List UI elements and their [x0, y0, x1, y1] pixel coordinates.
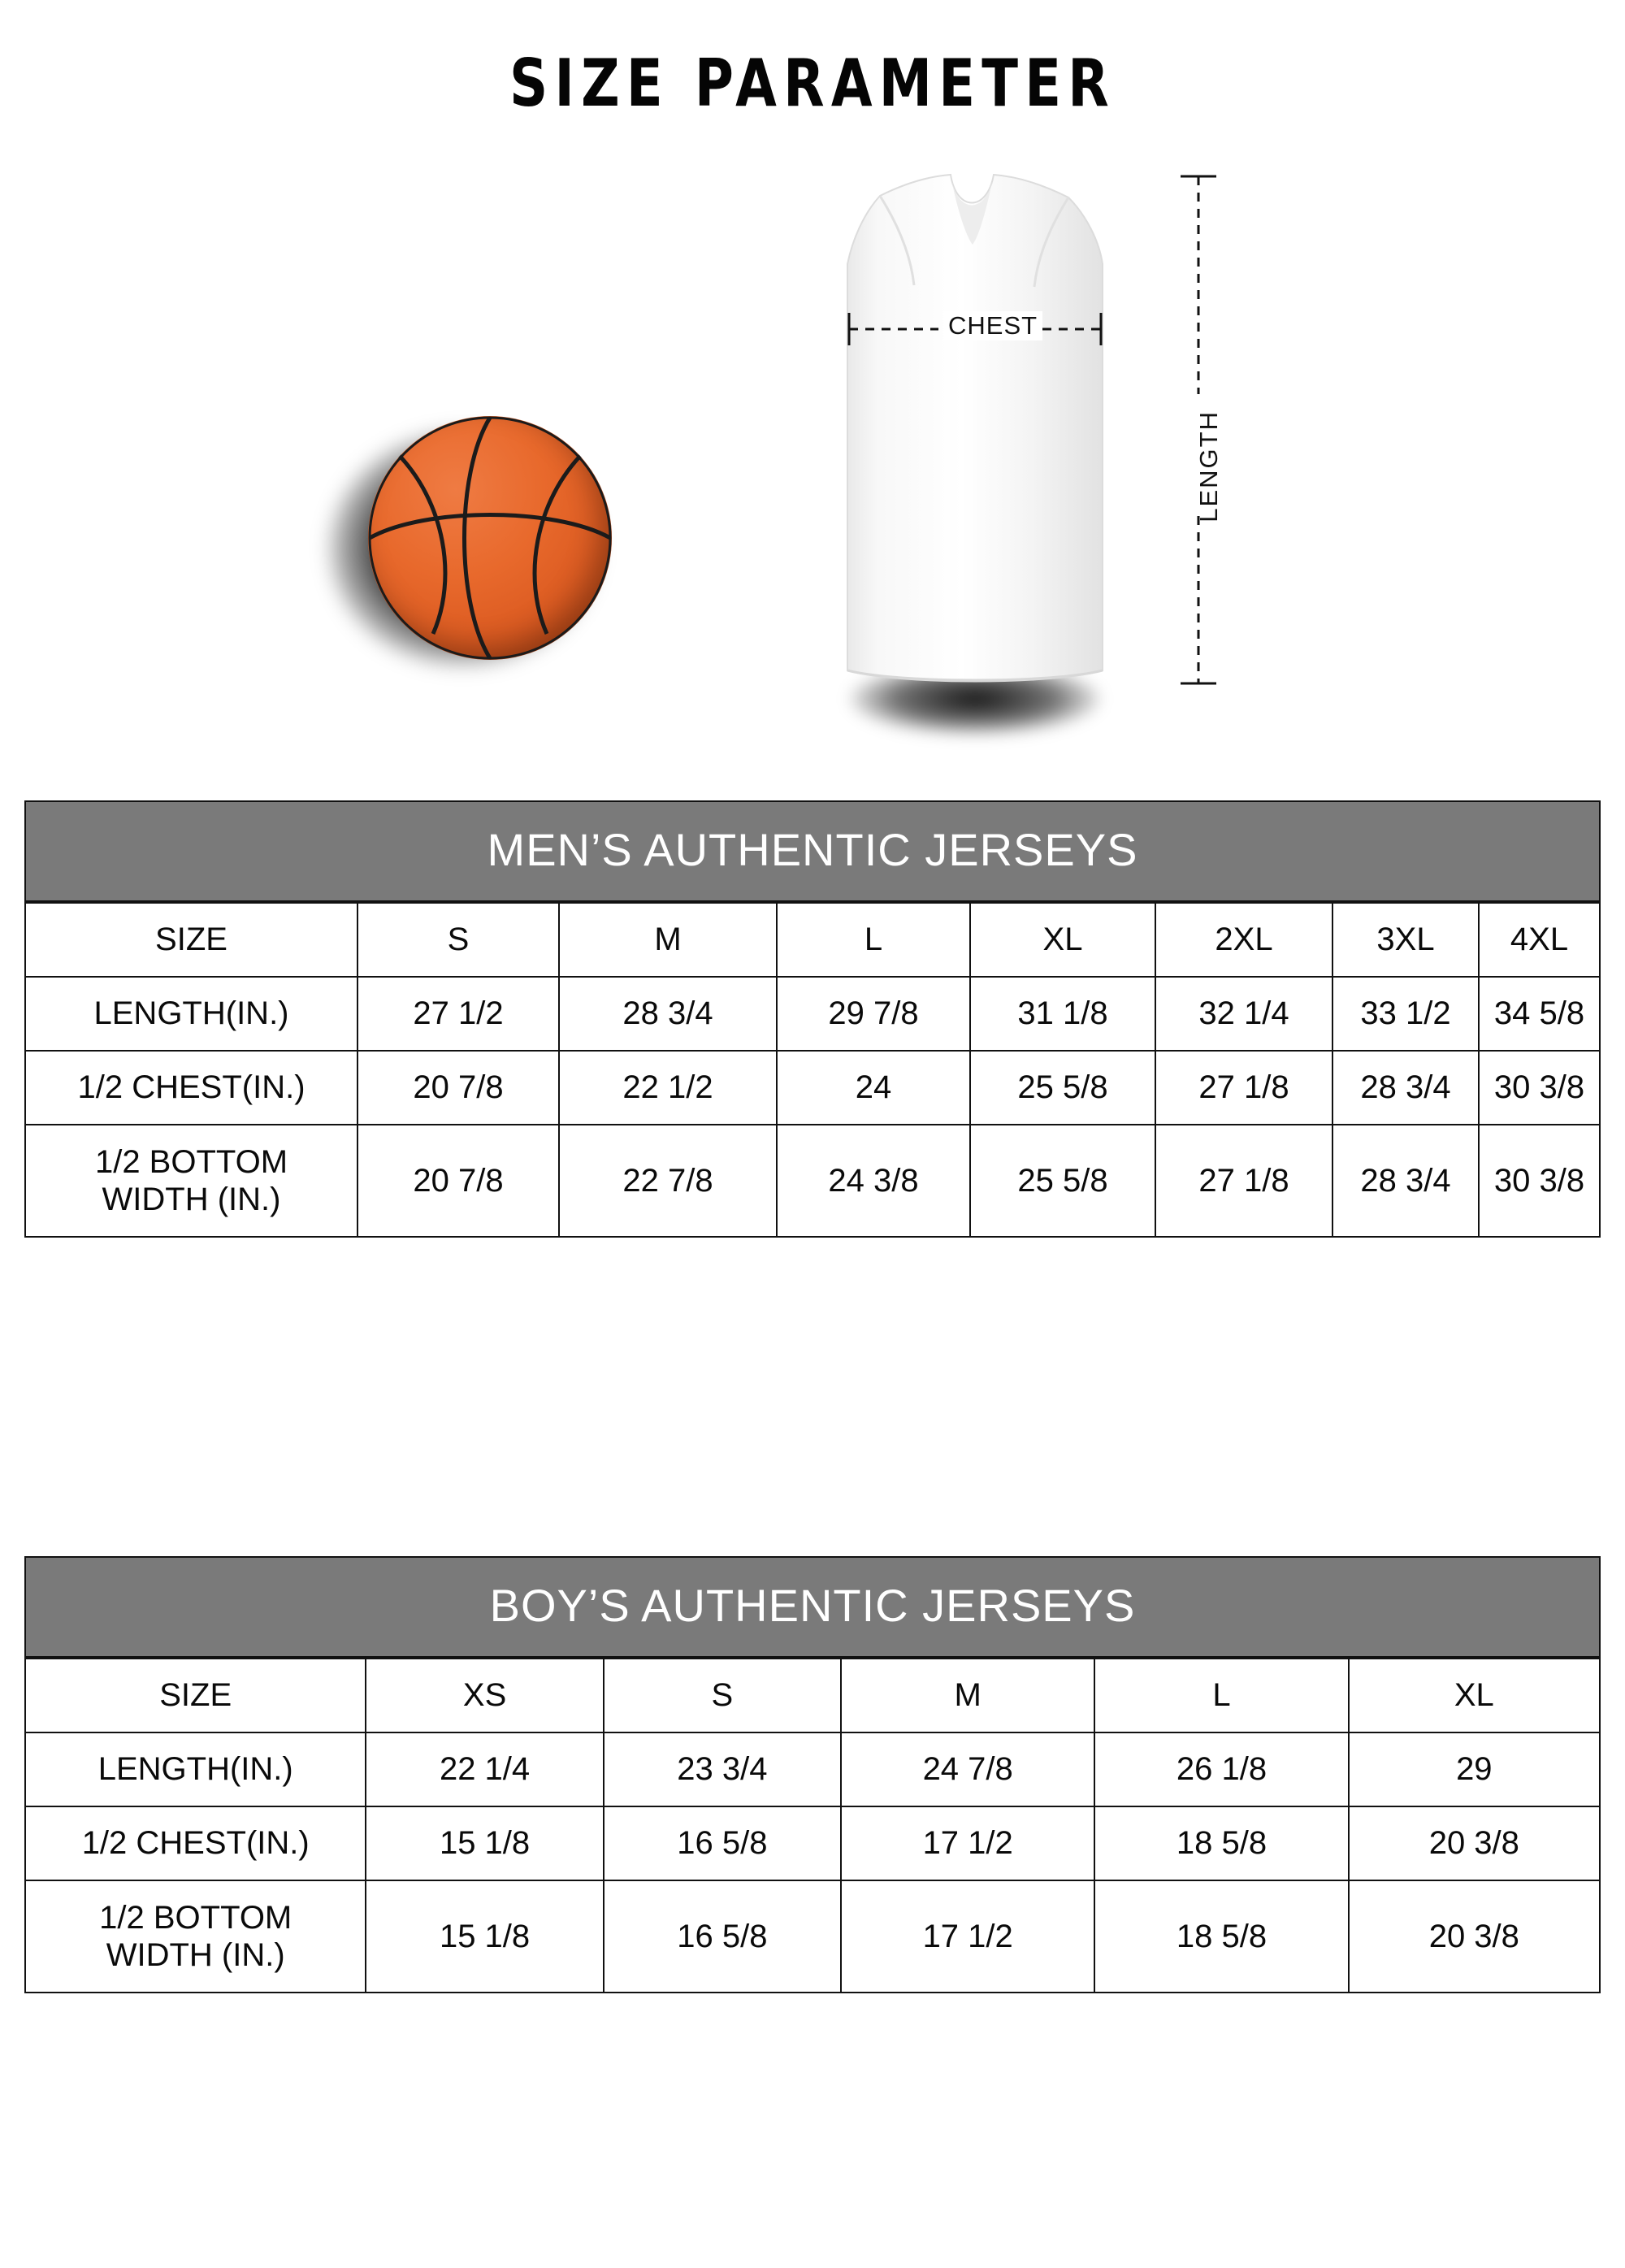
basketball-illustration [321, 398, 646, 691]
cell-bottom-2xl: 27 1/8 [1155, 1125, 1332, 1236]
column-header-size: SIZE [26, 1659, 366, 1732]
cell-bottom-m: 22 7/8 [559, 1125, 777, 1236]
column-header-xl: XL [1349, 1659, 1599, 1732]
table-row [26, 1880, 1599, 1992]
row-label-half-bottom-width: 1/2 BOTTOM WIDTH (IN.) [26, 1880, 366, 1992]
cell-chest-s: 20 7/8 [358, 1051, 559, 1125]
jersey-illustration [784, 167, 1223, 752]
cell-chest-s: 16 5/8 [604, 1806, 841, 1880]
cell-length-4xl: 34 5/8 [1479, 977, 1599, 1051]
basketball-icon [368, 416, 612, 660]
cell-length-m: 24 7/8 [841, 1732, 1094, 1806]
cell-bottom-3xl: 28 3/4 [1332, 1125, 1479, 1236]
column-header-4xl: 4XL [1479, 903, 1599, 977]
cell-chest-m: 22 1/2 [559, 1051, 777, 1125]
boys-table-heading: BOY’S AUTHENTIC JERSEYS [26, 1558, 1599, 1658]
cell-bottom-m: 17 1/2 [841, 1880, 1094, 1992]
cell-bottom-xs: 15 1/8 [366, 1880, 603, 1992]
mens-size-table [26, 902, 1599, 1236]
column-header-xs: XS [366, 1659, 603, 1732]
chest-dimension-label: CHEST [943, 311, 1042, 340]
boys-size-table [26, 1658, 1599, 1992]
cell-chest-xl: 25 5/8 [970, 1051, 1155, 1125]
table-row [26, 1732, 1599, 1806]
column-header-s: S [358, 903, 559, 977]
length-dimension-label: LENGTH [1194, 410, 1223, 523]
mens-table-heading: MEN’S AUTHENTIC JERSEYS [26, 802, 1599, 902]
cell-bottom-xl: 25 5/8 [970, 1125, 1155, 1236]
cell-length-2xl: 32 1/4 [1155, 977, 1332, 1051]
row-label-half-bottom-width: 1/2 BOTTOM WIDTH (IN.) [26, 1125, 358, 1236]
cell-chest-xs: 15 1/8 [366, 1806, 603, 1880]
cell-bottom-xl: 20 3/8 [1349, 1880, 1599, 1992]
cell-length-l: 26 1/8 [1094, 1732, 1348, 1806]
row-label-half-chest: 1/2 CHEST(IN.) [26, 1051, 358, 1125]
column-header-m: M [841, 1659, 1094, 1732]
table-row [26, 1051, 1599, 1125]
cell-chest-l: 24 [777, 1051, 970, 1125]
cell-length-xl: 31 1/8 [970, 977, 1155, 1051]
table-row [26, 977, 1599, 1051]
row-label-length: LENGTH(IN.) [26, 977, 358, 1051]
cell-bottom-s: 16 5/8 [604, 1880, 841, 1992]
cell-bottom-s: 20 7/8 [358, 1125, 559, 1236]
cell-length-m: 28 3/4 [559, 977, 777, 1051]
column-header-2xl: 2XL [1155, 903, 1332, 977]
table-row-header [26, 1659, 1599, 1732]
column-header-m: M [559, 903, 777, 977]
column-header-xl: XL [970, 903, 1155, 977]
column-header-size: SIZE [26, 903, 358, 977]
column-header-s: S [604, 1659, 841, 1732]
cell-length-s: 27 1/2 [358, 977, 559, 1051]
cell-chest-2xl: 27 1/8 [1155, 1051, 1332, 1125]
cell-length-3xl: 33 1/2 [1332, 977, 1479, 1051]
cell-chest-xl: 20 3/8 [1349, 1806, 1599, 1880]
page-title: SIZE PARAMETER [509, 46, 1116, 121]
column-header-l: L [777, 903, 970, 977]
cell-bottom-4xl: 30 3/8 [1479, 1125, 1599, 1236]
row-label-length: LENGTH(IN.) [26, 1732, 366, 1806]
row-label-half-chest: 1/2 CHEST(IN.) [26, 1806, 366, 1880]
table-row-header [26, 903, 1599, 977]
cell-length-xl: 29 [1349, 1732, 1599, 1806]
cell-chest-m: 17 1/2 [841, 1806, 1094, 1880]
cell-chest-3xl: 28 3/4 [1332, 1051, 1479, 1125]
column-header-l: L [1094, 1659, 1348, 1732]
cell-chest-4xl: 30 3/8 [1479, 1051, 1599, 1125]
table-row [26, 1806, 1599, 1880]
table-row [26, 1125, 1599, 1236]
column-header-3xl: 3XL [1332, 903, 1479, 977]
cell-length-l: 29 7/8 [777, 977, 970, 1051]
cell-length-xs: 22 1/4 [366, 1732, 603, 1806]
illustration-area [0, 154, 1625, 788]
cell-bottom-l: 18 5/8 [1094, 1880, 1348, 1992]
cell-chest-l: 18 5/8 [1094, 1806, 1348, 1880]
cell-length-s: 23 3/4 [604, 1732, 841, 1806]
cell-bottom-l: 24 3/8 [777, 1125, 970, 1236]
mens-size-table-block [24, 800, 1601, 1238]
boys-size-table-block [24, 1556, 1601, 1993]
